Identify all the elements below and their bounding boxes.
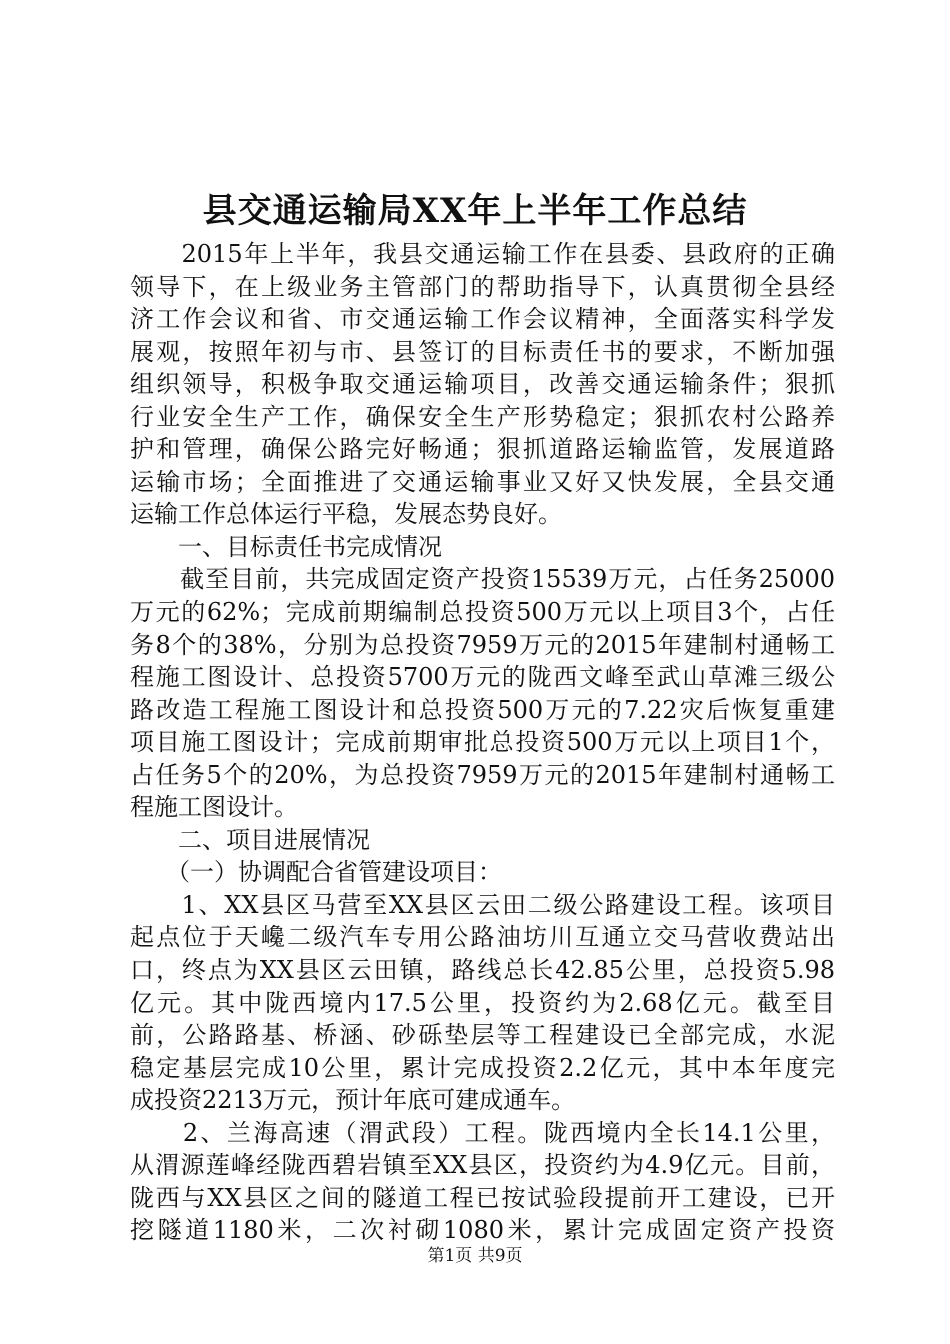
document-body (130, 238, 835, 1247)
text-line: 济工作会议和省、市交通运输工作会议精神，全面落实科学发 (130, 305, 835, 334)
text-line: 1、XX县区马营至XX县区云田二级公路建设工程。该项目 (130, 890, 835, 919)
text-line: 路改造工程施工图设计和总投资500万元的7.22灾后恢复重建 (130, 695, 835, 724)
text-line: 前，公路路基、桥涵、砂砾垫层等工程建设已全部完成，水泥 (130, 1021, 835, 1050)
text-line: 万元的62%；完成前期编制总投资500万元以上项目3个，占任 (130, 598, 835, 627)
text-line: 2015年上半年，我县交通运输工作在县委、县政府的正确 (130, 240, 835, 268)
text-line: 展观，按照年初与市、县签订的目标责任书的要求，不断加强 (130, 337, 835, 366)
text-line: （一）协调配合省管建设项目： (130, 858, 502, 887)
text-line: 运输工作总体运行平稳，发展态势良好。 (130, 500, 562, 529)
text-line: 运输市场；全面推进了交通运输事业又好又快发展，全县交通 (130, 467, 835, 496)
page-footer: 第1页 共9页 (427, 1246, 523, 1266)
text-line: 项目施工图设计；完成前期审批总投资500万元以上项目1个， (130, 728, 835, 757)
text-line: 务8个的38%，分别为总投资7959万元的2015年建制村通畅工 (130, 630, 835, 659)
text-line: 亿元。其中陇西境内17.5公里，投资约为2.68亿元。截至目 (130, 988, 835, 1017)
text-line: 占任务5个的20%，为总投资7959万元的2015年建制村通畅工 (130, 760, 835, 789)
text-line: 成投资2213万元，预计年底可建成通车。 (130, 1086, 576, 1115)
text-line: 截至目前，共完成固定资产投资15539万元，占任务25000 (130, 565, 835, 594)
text-line: 护和管理，确保公路完好畅通；狠抓道路运输监管，发展道路 (130, 435, 835, 464)
text-line: 2、兰海高速（渭武段）工程。陇西境内全长14.1公里， (130, 1118, 835, 1147)
document-title: 县交通运输局XX年上半年工作总结 (202, 191, 748, 231)
text-line: 组织领导，积极争取交通运输项目，改善交通运输条件；狠抓 (130, 370, 835, 399)
text-line: 挖隧道1180米，二次衬砌1080米，累计完成固定资产投资 (130, 1216, 835, 1245)
text-line: 一、目标责任书完成情况 (130, 532, 442, 561)
text-line: 口，终点为XX县区云田镇，路线总长42.85公里，总投资5.98 (130, 956, 835, 985)
text-line: 程施工图设计、总投资5700万元的陇西文峰至武山草滩三级公 (130, 663, 835, 692)
text-line: 陇西与XX县区之间的隧道工程已按试验段提前开工建设，已开 (130, 1183, 835, 1212)
text-line: 稳定基层完成10公里，累计完成投资2.2亿元，其中本年度完 (130, 1053, 835, 1082)
text-line: 领导下，在上级业务主管部门的帮助指导下，认真贯彻全县经 (130, 272, 835, 301)
text-line: 从渭源莲峰经陇西碧岩镇至XX县区，投资约为4.9亿元。目前， (130, 1151, 835, 1180)
text-line: 二、项目进展情况 (130, 825, 370, 854)
text-line: 程施工图设计。 (130, 793, 298, 822)
text-line: 起点位于天巉二级汽车专用公路油坊川互通立交马营收费站出 (130, 923, 835, 952)
text-line: 行业安全生产工作，确保安全生产形势稳定；狠抓农村公路养 (130, 402, 835, 431)
